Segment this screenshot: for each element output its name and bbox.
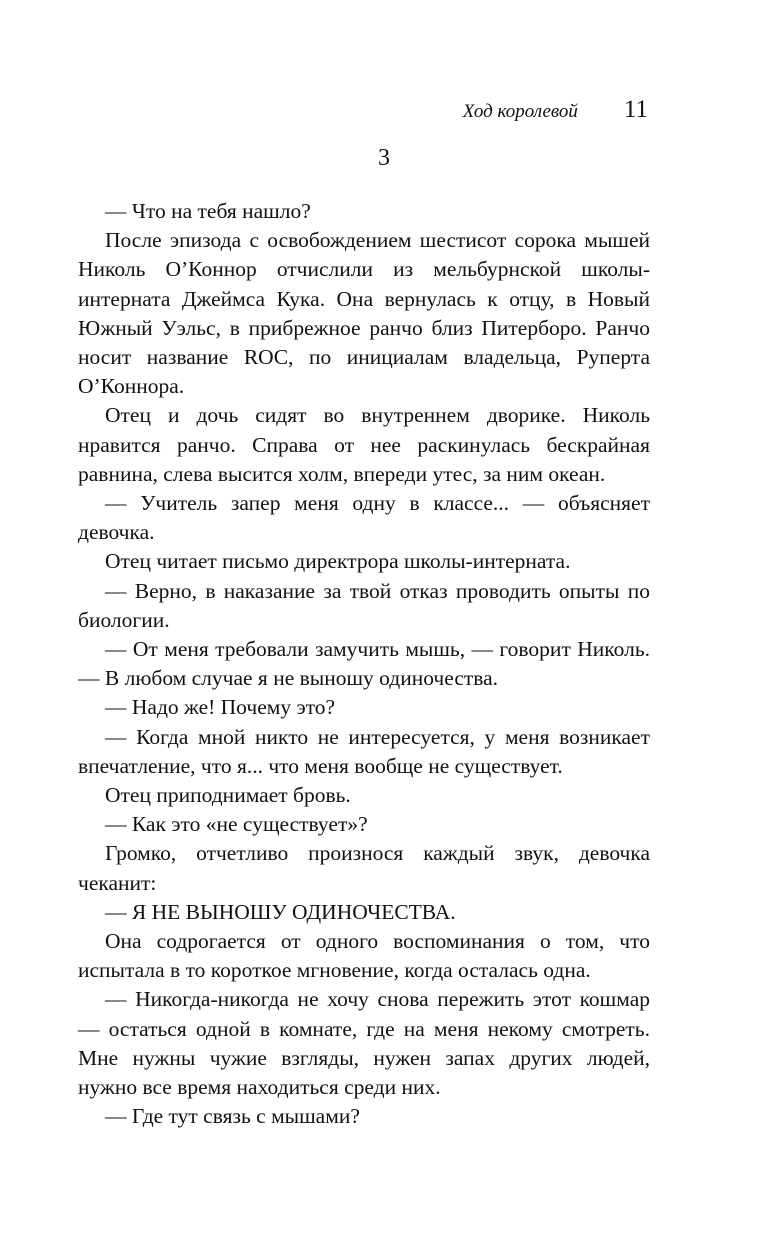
paragraph: — Где тут связь с мышами? <box>105 1104 360 1129</box>
paragraph: Отец и дочь сидят во внутреннем дворике. Николь нравится ранчо. Справа от нее раскинулась бескрайная равнина, слева высится холм, впереди утес, за ним океан. <box>78 403 650 486</box>
paragraph: — От меня требовали замучить мышь, — говорит Николь. — В любом случае я не выношу одиночества. <box>78 637 650 691</box>
chapter-number: 3 <box>378 145 390 171</box>
paragraph: — Когда мной никто не интересуется, у меня возникает впечатление, что я... что меня вообще не существует. <box>78 724 650 778</box>
body-text <box>78 197 650 1132</box>
paragraph: — Учитель запер меня одну в классе... — объясняет девочка. <box>78 491 650 545</box>
paragraph: После эпизода с освобождением шестисот сорока мышей Николь О’Коннор отчислили из мельбурнской школы-интерната Джеймса Кука. Она вернулась к отцу, в Новый Южный Уэльс, в прибрежное ранчо близ Питерборо. Ранчо носит название ROC, по инициалам владельца, Руперта О’Коннора. <box>78 228 650 399</box>
paragraph: — Никогда-никогда не хочу снова пережить этот кошмар — остаться одной в комнате, где на меня некому смотреть. Мне нужны чужие взгляды, нужен запах других людей, нужно все время находиться среди них. <box>78 987 650 1100</box>
paragraph: Отец читает письмо директрора школы-интерната. <box>105 549 571 574</box>
running-head <box>463 96 648 124</box>
paragraph: Она содрогается от одного воспоминания о том, что испытала в то короткое мгновение, когда осталась одна. <box>78 929 650 983</box>
paragraph: — Верно, в наказание за твой отказ проводить опыты по биологии. <box>78 578 650 632</box>
paragraph: Громко, отчетливо произнося каждый звук, девочка чеканит: <box>78 841 650 895</box>
paragraph: — Что на тебя нашло? <box>105 199 311 223</box>
paragraph: — Надо же! Почему это? <box>105 695 336 720</box>
paragraph: — Как это «не существует»? <box>105 812 368 837</box>
paragraph: — Я НЕ ВЫНОШУ ОДИНОЧЕСТВА. <box>105 899 456 924</box>
paragraph: Отец приподнимает бровь. <box>105 783 351 808</box>
page-number: 11 <box>623 96 648 123</box>
running-title: Ход королевой <box>462 101 578 122</box>
